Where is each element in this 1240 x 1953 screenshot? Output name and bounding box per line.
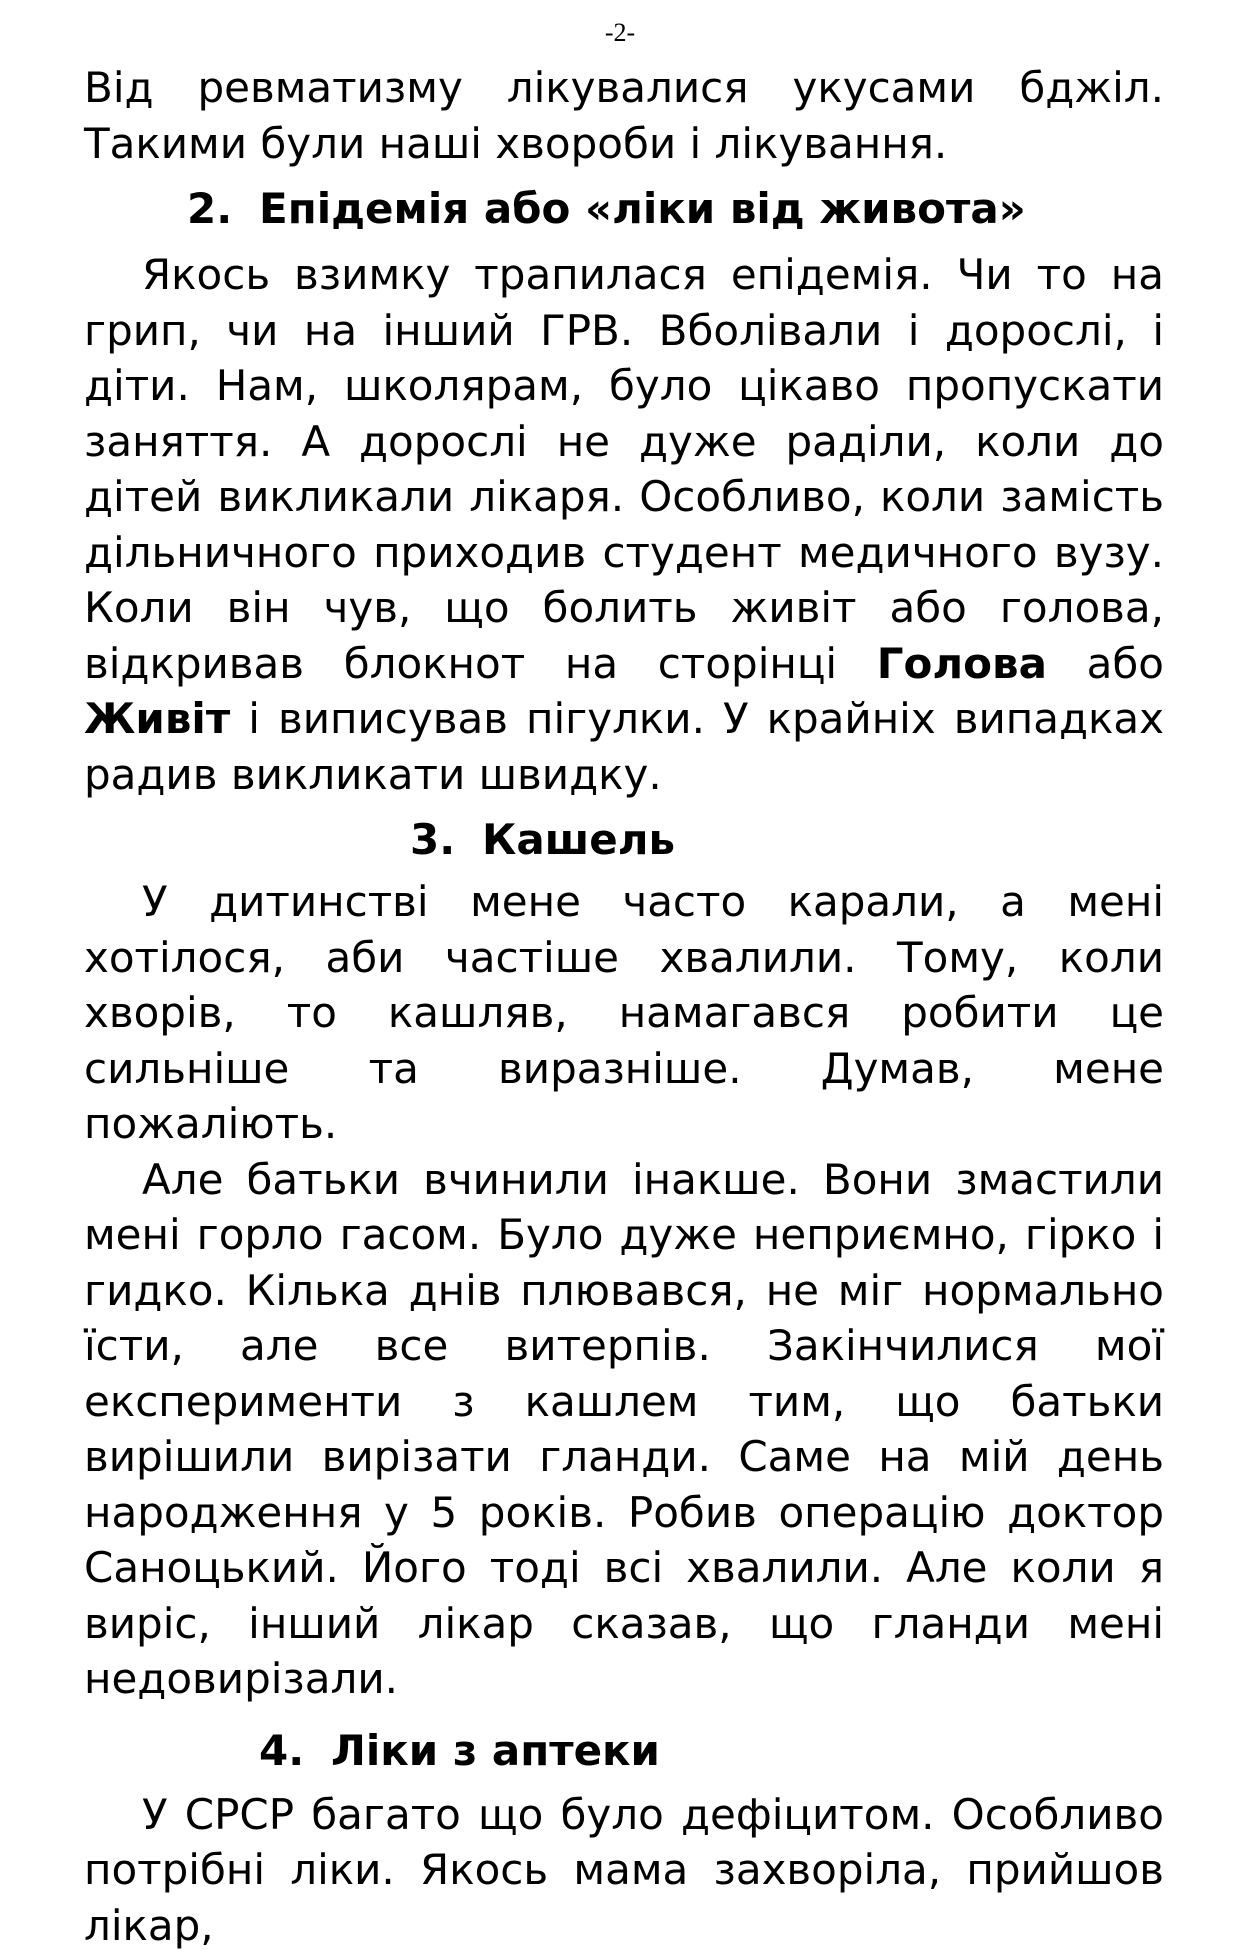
section-heading-2 bbox=[84, 175, 1164, 243]
bold-term-stomach: Живіт bbox=[84, 694, 230, 743]
intro-paragraph: Від ревматизму лікувалися укусами бджіл. Такими були наші хвороби і лікування. bbox=[84, 60, 1164, 171]
paragraph-text: або bbox=[1047, 639, 1164, 688]
section-number: 2. bbox=[187, 175, 259, 243]
section-3-paragraph-1: У дитинстві мене часто карали, а мені хотілося, аби частіше хвалили. Тому, коли хворів, то кашляв, намагався робити це сильніше та виразніше. Думав, мене пожаліють. bbox=[84, 874, 1164, 1152]
section-2-paragraph bbox=[84, 247, 1164, 802]
bold-term-head: Голова bbox=[877, 639, 1047, 688]
section-number: 4. bbox=[259, 1717, 331, 1785]
paragraph-text: і виписував пігулки. У крайніх випадках радив викликати швидку. bbox=[84, 694, 1164, 799]
section-4-paragraph: У СРСР багато що було дефіцитом. Особливо потрібні ліки. Якось мама захворіла, прийшов лікар, bbox=[84, 1787, 1164, 1953]
section-heading-4 bbox=[84, 1717, 1164, 1785]
section-title: Ліки з аптеки bbox=[331, 1726, 660, 1775]
section-title: Кашель bbox=[482, 815, 675, 864]
document-body bbox=[84, 60, 1164, 1953]
section-heading-3 bbox=[84, 806, 1164, 874]
section-3-paragraph-2: Але батьки вчинили інакше. Вони змастили мені горло гасом. Було дуже неприємно, гірко і гидко. Кілька днів плювався, не міг нормально їсти, але все витерпів. Закінчилися мої експерименти з кашлем тим, що батьки вирішили вирізати гланди. Саме на мій день народження у 5 років. Робив операцію доктор Саноцький. Його тоді всі хвалили. Але коли я виріс, інший лікар сказав, що гланди мені недовирізали. bbox=[84, 1152, 1164, 1707]
page-number: -2- bbox=[0, 18, 1240, 48]
paragraph-text: Якось взимку трапилася епідемія. Чи то на грип, чи на інший ГРВ. Вболівали і дорослі, і діти. Нам, школярам, було цікаво пропускати заняття. А дорослі не дуже раділи, коли до дітей викликали лікаря. Особливо, коли замість дільничного приходив студент медичного вузу. Коли він чув, що болить живіт або голова, відкривав блокнот на сторінці bbox=[84, 250, 1164, 688]
section-title: Епідемія або «ліки від живота» bbox=[259, 184, 1026, 233]
section-number: 3. bbox=[410, 806, 482, 874]
